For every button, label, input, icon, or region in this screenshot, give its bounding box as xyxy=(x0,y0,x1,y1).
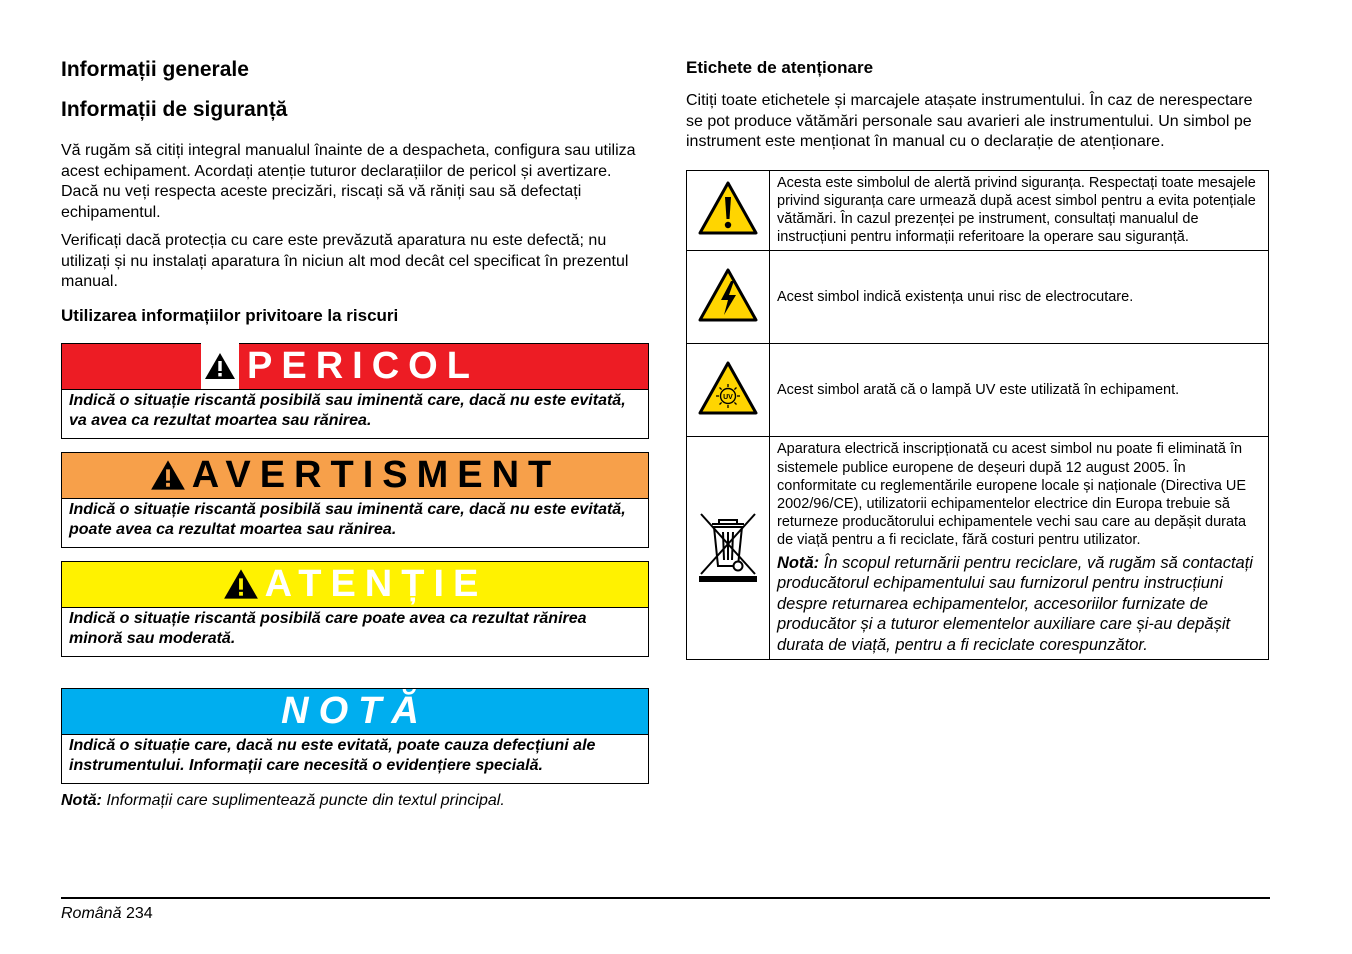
electrical-shock-icon xyxy=(697,310,759,327)
hazard-description: Indică o situație riscantă posibilă care poate avea ca rezultat rănirea minoră sau moderată. xyxy=(69,609,587,647)
safety-paragraph-2: Verificați dacă protecția cu care este prevăzută aparatura nu este defectă; nu utilizați și nu instalați aparatura în niciun alt mod decât cel specificat în prezentul manual. xyxy=(61,232,629,290)
symbol-description-cell xyxy=(770,437,1269,660)
heading-hazard-info-use: Utilizarea informațiilor privitoare la riscuri xyxy=(61,305,399,325)
labels-paragraph: Citiți toate etichetele și marcajele atașate instrumentului. În caz de nerespectare se pot produce vătămări personale sau avarieri ale instrumentului. Un simbol pe instrument este menționat în manual cu o declarație de atenționare. xyxy=(686,92,1253,150)
left-column xyxy=(61,55,649,811)
hazard-bar-warning xyxy=(62,453,648,499)
hazard-signal-word: NOTĂ xyxy=(281,690,429,732)
warning-triangle-icon xyxy=(223,568,259,600)
labels-table xyxy=(686,170,1269,661)
safety-alert-icon xyxy=(697,223,759,240)
warning-triangle-icon xyxy=(150,459,186,491)
note-label: Notă: xyxy=(777,553,820,572)
symbol-cell xyxy=(687,170,770,251)
table-row xyxy=(687,437,1269,660)
symbol-description: Acesta este simbolul de alertă privind siguranța. Respectați toate mesajele privind siguranța care urmează după acest simbol pentru a evita potențiale vătămări. În cazul prezenței pe instrument, consultați manualul de instrucțiuni pentru informații referitoare la operare sau siguranță. xyxy=(770,170,1269,251)
hazard-box-danger xyxy=(61,343,649,439)
symbol-cell xyxy=(687,344,770,437)
safety-paragraph-1: Vă rugăm să citiți integral manualul înainte de a despacheta, configura sau utiliza acest echipament. Acordați atenție tuturor declarațiilor de pericol și avertizare. Dacă nu veți respecta aceste precizări, riscați să vă răniți sau să defectați echipamentul. xyxy=(61,142,636,221)
page-number: 234 xyxy=(125,905,153,922)
hazard-box-caution xyxy=(61,561,649,657)
hazard-description: Indică o situație riscantă posibilă sau iminentă care, dacă nu este evitată, va avea ca rezultat moartea sau rănirea. xyxy=(69,391,626,429)
hazard-description: Indică o situație riscantă posibilă sau iminentă care, dacă nu este evitată, poate avea ca rezultat moartea sau rănirea. xyxy=(69,500,626,538)
heading-general-info: Informații generale xyxy=(61,58,249,81)
symbol-description: Aparatura electrică inscripționată cu acest simbol nu poate fi eliminată în sistemele publice europene de deșeuri după 12 august 2005. În conformitate cu reglementările europene locale și naționale (Directiva UE 2002/96/CE), utilizatorii echipamentelor electrice din Europa trebuie să returneze producătorului echipamentele vechi sau care au depășit durata de viață pentru a fi reciclate, fără costuri pentru utilizator. xyxy=(777,441,1247,549)
symbol-description: Acest simbol indică existența unui risc de electrocutare. xyxy=(770,251,1269,344)
table-row xyxy=(687,170,1269,251)
page-footer xyxy=(61,905,153,923)
weee-crossed-bin-icon xyxy=(695,571,761,588)
right-column xyxy=(686,55,1269,660)
note-label: Notă: xyxy=(61,791,102,809)
hazard-signal-word: ATENȚIE xyxy=(264,563,488,605)
symbol-description: Acest simbol arată că o lampă UV este utilizată în echipament. xyxy=(770,344,1269,437)
uv-icon-label: UV xyxy=(723,393,733,401)
hazard-signal-word: PERICOL xyxy=(247,345,479,387)
hazard-bar-notice xyxy=(62,689,648,735)
symbol-cell xyxy=(687,437,770,660)
symbol-cell xyxy=(687,251,770,344)
note-text: În scopul returnării pentru reciclare, vă rugăm să contactați producătorul echipamentului sau furnizorul pentru instrucțiuni despre returnarea echipamentelor, accesoriilor furnizate de producător și a tuturor elementelor auxiliare care și-au depășit durata de viață, pentru a fi reciclate corespunzător. xyxy=(777,553,1253,654)
heading-precautionary-labels: Etichete de atenționare xyxy=(686,58,874,77)
heading-safety-info: Informații de siguranță xyxy=(61,98,288,121)
footer-rule xyxy=(61,897,1270,899)
note-text: Informații care suplimentează puncte din textul principal. xyxy=(101,791,505,809)
table-row xyxy=(687,344,1269,437)
hazard-bar-danger xyxy=(62,344,648,390)
footer-language: Română xyxy=(61,905,122,922)
hazard-box-notice xyxy=(61,688,649,784)
hazard-bar-caution xyxy=(62,562,648,608)
table-row xyxy=(687,251,1269,344)
uv-lamp-icon xyxy=(697,393,759,420)
hazard-box-warning xyxy=(61,452,649,548)
weee-note xyxy=(777,553,1261,656)
warning-triangle-icon xyxy=(201,343,239,389)
hazard-signal-word: AVERTISMENT xyxy=(191,454,561,496)
note-line xyxy=(61,791,649,811)
hazard-description: Indică o situație care, dacă nu este evitată, poate cauza defecțiuni ale instrumentului. Informații care necesită o evidențiere specială. xyxy=(69,736,596,774)
